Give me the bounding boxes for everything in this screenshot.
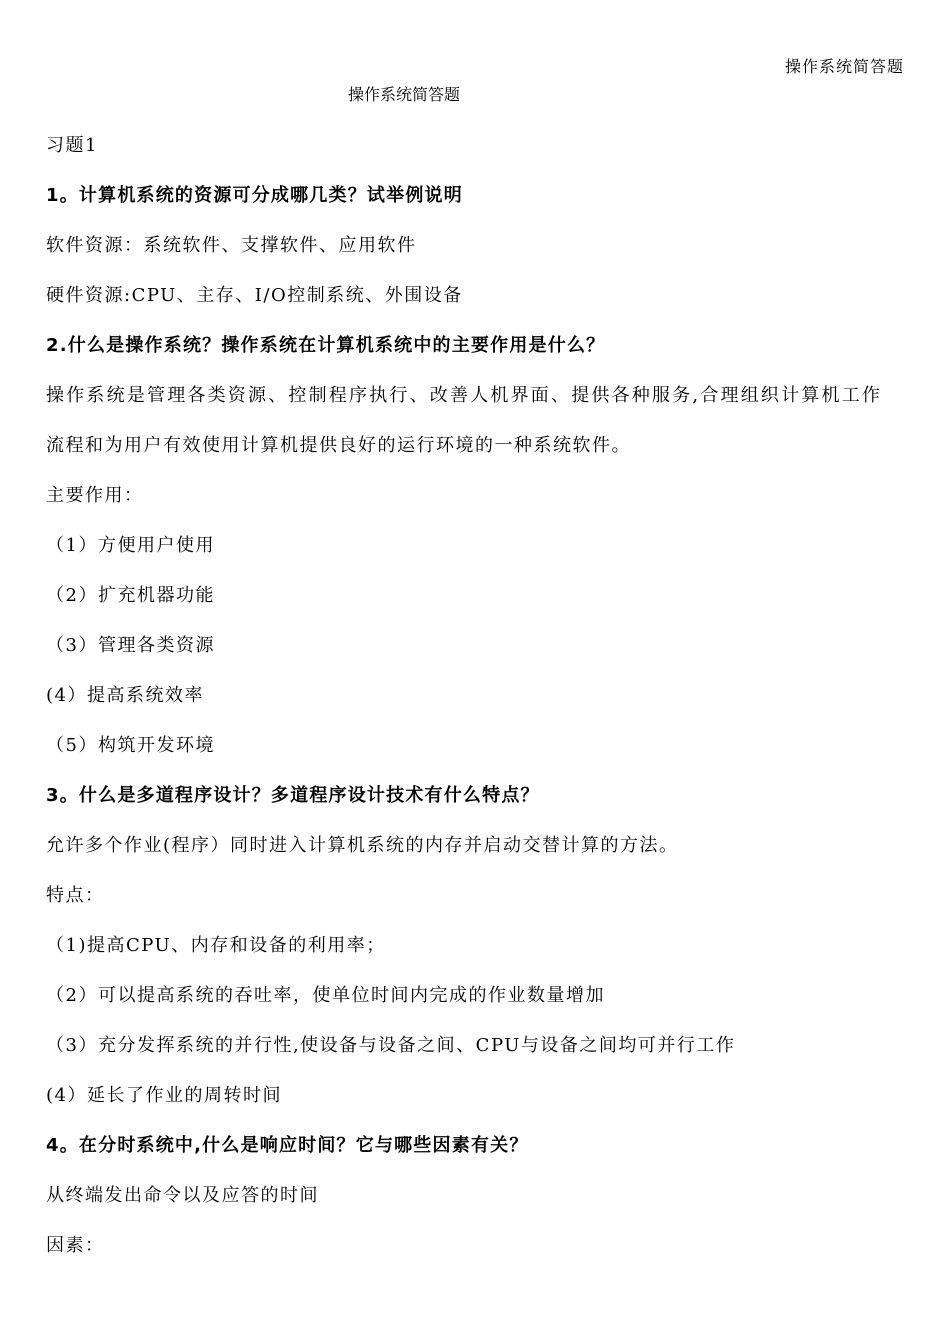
answer-2-line-2: 流程和为用户有效使用计算机提供良好的运行环境的一种系统软件。 bbox=[46, 435, 631, 456]
role-item: （3）管理各类资源 bbox=[46, 635, 215, 656]
role-item: (4）提高系统效率 bbox=[46, 685, 204, 706]
factors-heading: 因素： bbox=[46, 1235, 105, 1256]
question-4: 4。在分时系统中,什么是响应时间？它与哪些因素有关？ bbox=[46, 1135, 529, 1156]
answer-4-definition: 从终端发出命令以及应答的时间 bbox=[46, 1185, 319, 1206]
feature-item: （1)提高CPU、内存和设备的利用率； bbox=[46, 935, 386, 956]
question-3: 3。什么是多道程序设计？多道程序设计技术有什么特点？ bbox=[46, 785, 540, 806]
running-header: 操作系统简答题 bbox=[784, 57, 904, 76]
feature-item: (4）延长了作业的周转时间 bbox=[46, 1085, 282, 1106]
answer-1-software: 软件资源：系统软件、支撑软件、应用软件 bbox=[46, 235, 417, 256]
question-1: 1。计算机系统的资源可分成哪几类？试举例说明 bbox=[46, 185, 463, 206]
document-title: 操作系统简答题 bbox=[348, 85, 461, 104]
features-heading: 特点： bbox=[46, 885, 105, 906]
question-2: 2.什么是操作系统？操作系统在计算机系统中的主要作用是什么？ bbox=[46, 335, 606, 356]
answer-3-definition: 允许多个作业(程序）同时进入计算机系统的内存并启动交替计算的方法。 bbox=[46, 835, 679, 856]
roles-heading: 主要作用： bbox=[46, 485, 144, 506]
role-item: （1）方便用户使用 bbox=[46, 535, 215, 556]
feature-item: （2）可以提高系统的吞吐率，使单位时间内完成的作业数量增加 bbox=[46, 985, 605, 1006]
role-item: （2）扩充机器功能 bbox=[46, 585, 215, 606]
role-item: （5）构筑开发环境 bbox=[46, 735, 215, 756]
feature-item: （3）充分发挥系统的并行性,使设备与设备之间、CPU与设备之间均可并行工作 bbox=[46, 1035, 736, 1056]
answer-2-line-1: 操作系统是管理各类资源、控制程序执行、改善人机界面、提供各种服务,合理组织计算机工作 bbox=[46, 385, 883, 406]
answer-1-hardware: 硬件资源:CPU、主存、I/O控制系统、外围设备 bbox=[46, 285, 463, 306]
exercise-label: 习题1 bbox=[46, 135, 98, 156]
